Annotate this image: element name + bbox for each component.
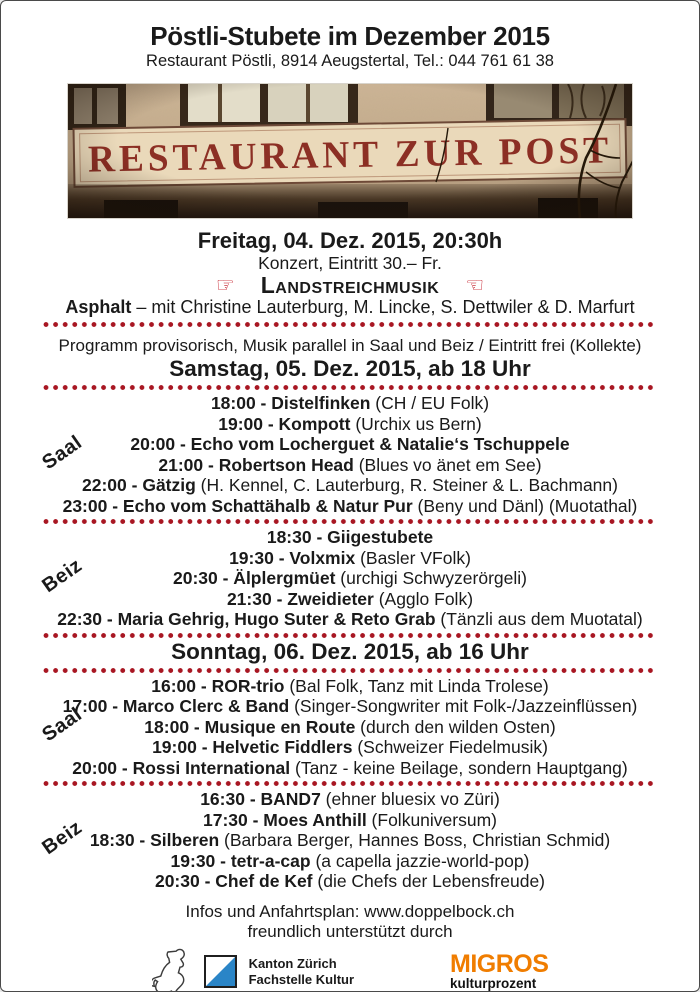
event-time-band: 16:30 - BAND7 xyxy=(200,789,321,809)
event-time-band: 19:00 - Helvetic Fiddlers xyxy=(152,737,353,757)
schedule-line xyxy=(1,455,699,476)
sunday-saal-schedule xyxy=(1,676,699,779)
event-time-band: 18:00 - Distelfinken xyxy=(210,393,371,413)
dotted-separator xyxy=(43,321,657,328)
event-description: (Tanz - keine Beilage, sondern Hauptgang) xyxy=(290,757,628,778)
schedule-line xyxy=(1,696,699,717)
migros-kulturprozent-label: kulturprozent xyxy=(450,976,537,991)
friday-lineup-band: Asphalt xyxy=(65,297,132,317)
schedule-line xyxy=(1,851,699,872)
footer-support: freundlich unterstützt durch xyxy=(247,921,453,941)
event-time-band: 22:00 - Gätzig xyxy=(82,475,196,495)
event-time-band: 17:00 - Marco Clerc & Band xyxy=(62,696,290,716)
friday-lineup xyxy=(1,297,699,317)
friday-detail: Konzert, Eintritt 30.– Fr. xyxy=(258,253,442,273)
sunday-heading: Sonntag, 06. Dez. 2015, ab 16 Uhr xyxy=(171,638,529,664)
schedule-line xyxy=(1,676,699,697)
event-time-band: 21:00 - Robertson Head xyxy=(158,454,354,475)
schedule-line xyxy=(1,393,699,414)
schedule-line xyxy=(1,609,699,630)
event-time-band: 18:30 - Silberen xyxy=(89,830,220,850)
friday-act-name: Landstreichmusik xyxy=(260,272,440,298)
kanton-line1: Kanton Zürich xyxy=(248,955,337,971)
event-description: (ehner bluesix vo Züri) xyxy=(320,789,500,809)
event-time-band: 20:00 - Echo vom Locherguet & Natalie‘s Tschuppele xyxy=(130,434,570,454)
schedule-line xyxy=(1,717,699,738)
event-description: (Folkuniversum) xyxy=(366,809,497,830)
kanton-line2: Fachstelle Kultur xyxy=(248,971,355,987)
restaurant-facade-photo xyxy=(67,83,633,219)
room-label-beiz: Beiz xyxy=(38,816,87,860)
saturday-saal-schedule xyxy=(1,393,699,516)
dotted-separator xyxy=(43,780,657,787)
pointing-hand-right-icon: ☞ xyxy=(215,273,235,297)
event-time-band: 20:30 - Chef de Kef xyxy=(154,871,313,891)
event-time-band: 19:00 - Kompott xyxy=(218,413,351,434)
schedule-line xyxy=(1,548,699,569)
schedule-line xyxy=(1,589,699,610)
migros-wordmark: MIGROS xyxy=(450,950,549,978)
event-description: (Singer-Songwriter mit Folk-/Jazzeinflüssen) xyxy=(289,696,638,716)
kanton-zuerich-logo xyxy=(152,947,354,992)
event-description: (Blues vo änet em See) xyxy=(353,454,542,475)
program-notice: Programm provisorisch, Musik parallel in Saal und Beiz / Eintritt frei (Kollekte) xyxy=(58,336,642,355)
event-time-band: 16:00 - ROR-trio xyxy=(151,675,285,696)
event-description: (Schweizer Fiedelmusik) xyxy=(352,737,548,757)
event-description: (Tänzli aus dem Muotatal) xyxy=(435,609,643,629)
schedule-line xyxy=(1,758,699,779)
event-time-band: 22:30 - Maria Gehrig, Hugo Suter & Reto Grab xyxy=(57,609,436,629)
saturday-heading: Samstag, 05. Dez. 2015, ab 18 Uhr xyxy=(169,356,531,381)
dotted-separator xyxy=(43,384,657,391)
event-description: (H. Kennel, C. Lauterburg, R. Steiner & L. Bachmann) xyxy=(195,475,618,495)
room-label-saal: Saal xyxy=(38,430,87,474)
event-time-band: 17:30 - Moes Anthill xyxy=(203,809,367,830)
schedule-line xyxy=(1,475,699,496)
friday-heading: Freitag, 04. Dez. 2015, 20:30h xyxy=(197,228,503,253)
friday-act-row xyxy=(1,273,699,297)
event-description: (Basler VFolk) xyxy=(355,547,471,568)
pointing-hand-left-icon: ☜ xyxy=(465,273,485,297)
dotted-separator xyxy=(43,632,657,639)
migros-logo xyxy=(450,952,548,991)
room-label-saal: Saal xyxy=(38,703,87,746)
sunday-beiz-schedule xyxy=(1,789,699,892)
facade-photo-art xyxy=(68,84,632,218)
friday-lineup-members: – mit Christine Lauterburg, M. Lincke, S. Dettwiler & D. Marfurt xyxy=(131,297,635,317)
schedule-line xyxy=(1,871,699,892)
zurich-lion-icon xyxy=(152,947,192,992)
event-time-band: 21:30 - Zweidieter xyxy=(226,588,374,609)
event-description: (die Chefs der Lebensfreude) xyxy=(312,871,546,891)
sponsor-logos xyxy=(1,948,699,992)
event-description: (Urchix us Bern) xyxy=(350,413,482,434)
schedule-line xyxy=(1,737,699,758)
event-description: (a capella jazzie-world-pop) xyxy=(310,850,530,871)
event-time-band: 18:30 - Giigestubete xyxy=(266,527,434,547)
event-time-band: 20:30 - Älplergmüet xyxy=(173,568,336,588)
event-description: (Agglo Folk) xyxy=(373,588,474,609)
dotted-separator xyxy=(43,518,657,525)
schedule-line xyxy=(1,830,699,851)
footer-info: Infos und Anfahrtsplan: www.doppelbock.ch xyxy=(185,901,515,921)
schedule-line xyxy=(1,568,699,589)
schedule-line xyxy=(1,434,699,455)
event-description: (urchigi Schwyzerörgeli) xyxy=(335,568,527,588)
kanton-logo-text xyxy=(249,956,354,988)
dotted-separator xyxy=(43,667,657,674)
event-time-band: 18:00 - Musique en Route xyxy=(144,716,356,737)
schedule-line xyxy=(1,496,699,517)
page-subtitle: Restaurant Pöstli, 8914 Aeugstertal, Tel.: 044 761 61 38 xyxy=(146,52,554,70)
event-description: (Barbara Berger, Hannes Boss, Christian Schmid) xyxy=(219,830,611,850)
event-time-band: 19:30 - Volxmix xyxy=(229,547,356,568)
event-description: (Beny und Dänl) (Muotathal) xyxy=(412,495,638,516)
event-description: (CH / EU Folk) xyxy=(370,393,490,413)
event-description: (durch den wilden Osten) xyxy=(355,716,556,737)
event-time-band: 20:00 - Rossi International xyxy=(72,757,291,778)
saturday-beiz-schedule xyxy=(1,527,699,630)
schedule-line xyxy=(1,414,699,435)
schedule-line xyxy=(1,789,699,810)
event-time-band: 19:30 - tetr-a-cap xyxy=(170,850,311,871)
room-label-beiz: Beiz xyxy=(38,554,87,598)
schedule-line xyxy=(1,810,699,831)
event-time-band: 23:00 - Echo vom Schattähalb & Natur Pur xyxy=(62,495,413,516)
zurich-flag-icon xyxy=(204,955,237,988)
schedule-line xyxy=(1,527,699,548)
event-description: (Bal Folk, Tanz mit Linda Trolese) xyxy=(284,675,549,696)
page-title: Pöstli-Stubete im Dezember 2015 xyxy=(150,21,550,51)
